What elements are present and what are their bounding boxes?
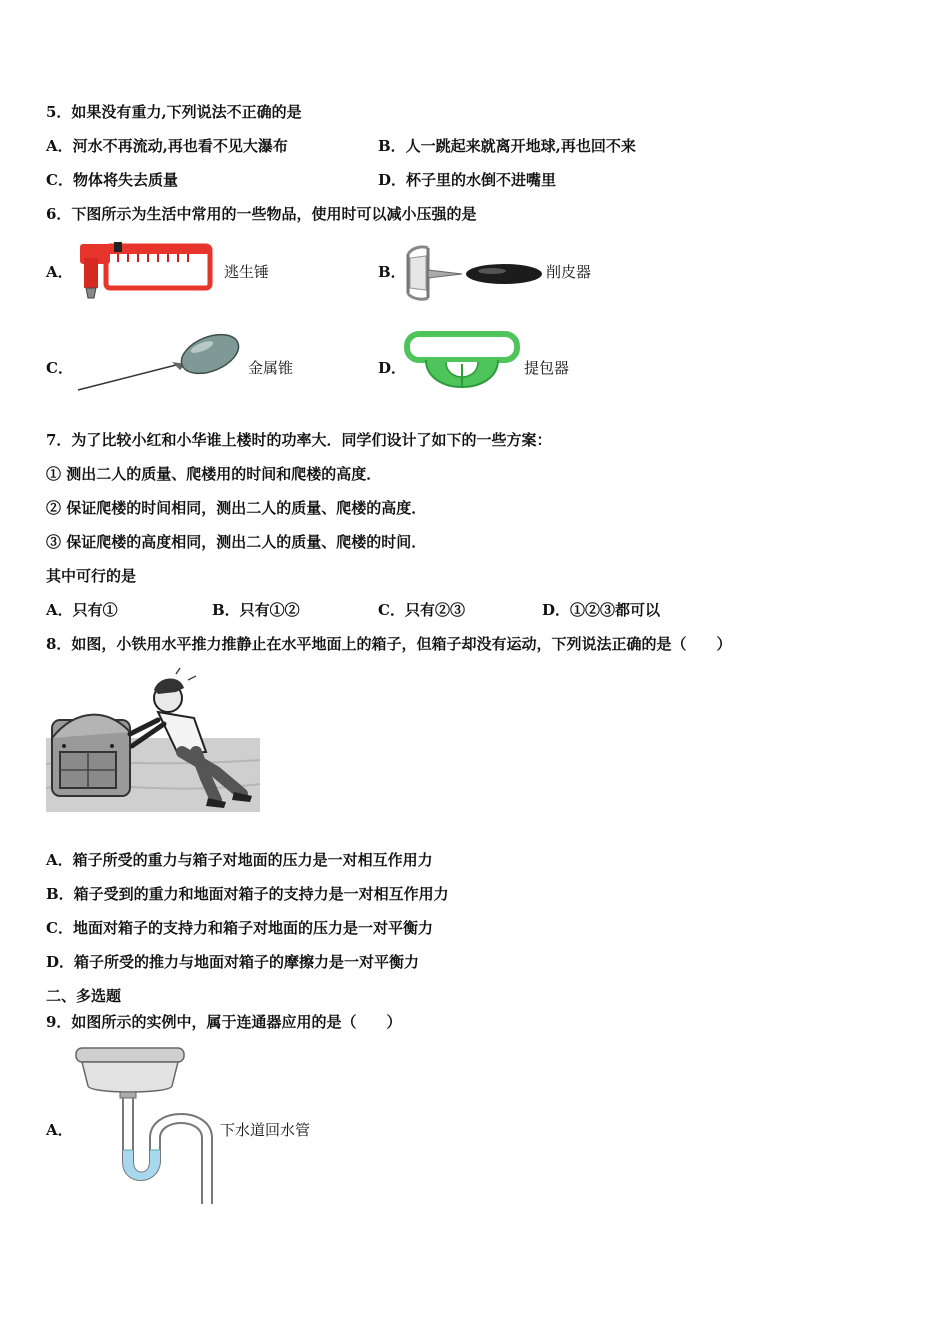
q9-stem: 9．如图所示的实例中，属于连通器应用的是（ ） xyxy=(46,1013,402,1031)
q8-stem: 8．如图，小铁用水平推力推静止在水平地面上的箱子，但箱子却没有运动，下列说法正确的是（ ） xyxy=(46,635,732,653)
q7-stem: 7．为了比较小红和小华谁上楼时的功率大．同学们设计了如下的一些方案： xyxy=(46,431,552,449)
q6-option-d-caption: 提包器 xyxy=(524,359,570,377)
q6-option-a-letter[interactable]: A． xyxy=(46,263,73,281)
q6-option-c-letter[interactable]: C． xyxy=(46,359,73,377)
q5-option-c[interactable]: C．物体将失去质量 xyxy=(46,171,178,189)
q7-option-b[interactable]: B．只有①② xyxy=(212,601,300,619)
q5-option-a[interactable]: A．河水不再流动,再也看不见大瀑布 xyxy=(46,137,288,155)
q8-option-b[interactable]: B．箱子受到的重力和地面对箱子的支持力是一对相互作用力 xyxy=(46,885,449,903)
q9-option-a-letter[interactable]: A． xyxy=(46,1121,73,1139)
q9-option-a-caption: 下水道回水管 xyxy=(220,1121,311,1139)
q6-option-c-caption: 金属锥 xyxy=(248,359,294,377)
q7-plan-1: ① 测出二人的质量、爬楼用的时间和爬楼的高度． xyxy=(46,465,382,483)
q7-option-a[interactable]: A．只有① xyxy=(46,601,118,619)
section-heading-multi-choice: 二、多选题 xyxy=(46,987,122,1005)
q5-option-b[interactable]: B．人一跳起来就离开地球,再也回不来 xyxy=(378,137,636,155)
drain-trap-pipe-image xyxy=(74,1046,214,1208)
q6-option-b-letter[interactable]: B． xyxy=(378,263,406,281)
q7-option-c[interactable]: C．只有②③ xyxy=(378,601,465,619)
q8-option-d[interactable]: D．箱子所受的推力与地面对箱子的摩擦力是一对平衡力 xyxy=(46,953,420,971)
q7-plan-2: ② 保证爬楼的时间相同，测出二人的质量、爬楼的高度． xyxy=(46,499,427,517)
q8-option-c[interactable]: C．地面对箱子的支持力和箱子对地面的压力是一对平衡力 xyxy=(46,919,433,937)
q7-plan-3: ③ 保证爬楼的高度相同，测出二人的质量、爬楼的时间． xyxy=(46,533,427,551)
q5-option-d[interactable]: D．杯子里的水倒不进嘴里 xyxy=(378,171,557,189)
q7-lead: 其中可行的是 xyxy=(46,567,137,585)
peeler-image xyxy=(404,244,544,302)
q6-option-a-caption: 逃生锤 xyxy=(224,263,270,281)
q7-option-d[interactable]: D．①②③都可以 xyxy=(542,601,661,619)
q8-option-a[interactable]: A．箱子所受的重力与箱子对地面的压力是一对相互作用力 xyxy=(46,851,433,869)
q6-option-d-letter[interactable]: D． xyxy=(378,359,407,377)
boy-pushing-box-image xyxy=(46,668,260,812)
bag-hook-image xyxy=(404,330,520,396)
q5-stem: 5．如果没有重力,下列说法不正确的是 xyxy=(46,103,302,121)
q6-option-b-caption: 削皮器 xyxy=(546,263,592,281)
metal-awl-image xyxy=(76,334,246,394)
escape-hammer-image xyxy=(78,240,218,304)
q6-stem: 6．下图所示为生活中常用的一些物品，使用时可以减小压强的是 xyxy=(46,205,477,223)
